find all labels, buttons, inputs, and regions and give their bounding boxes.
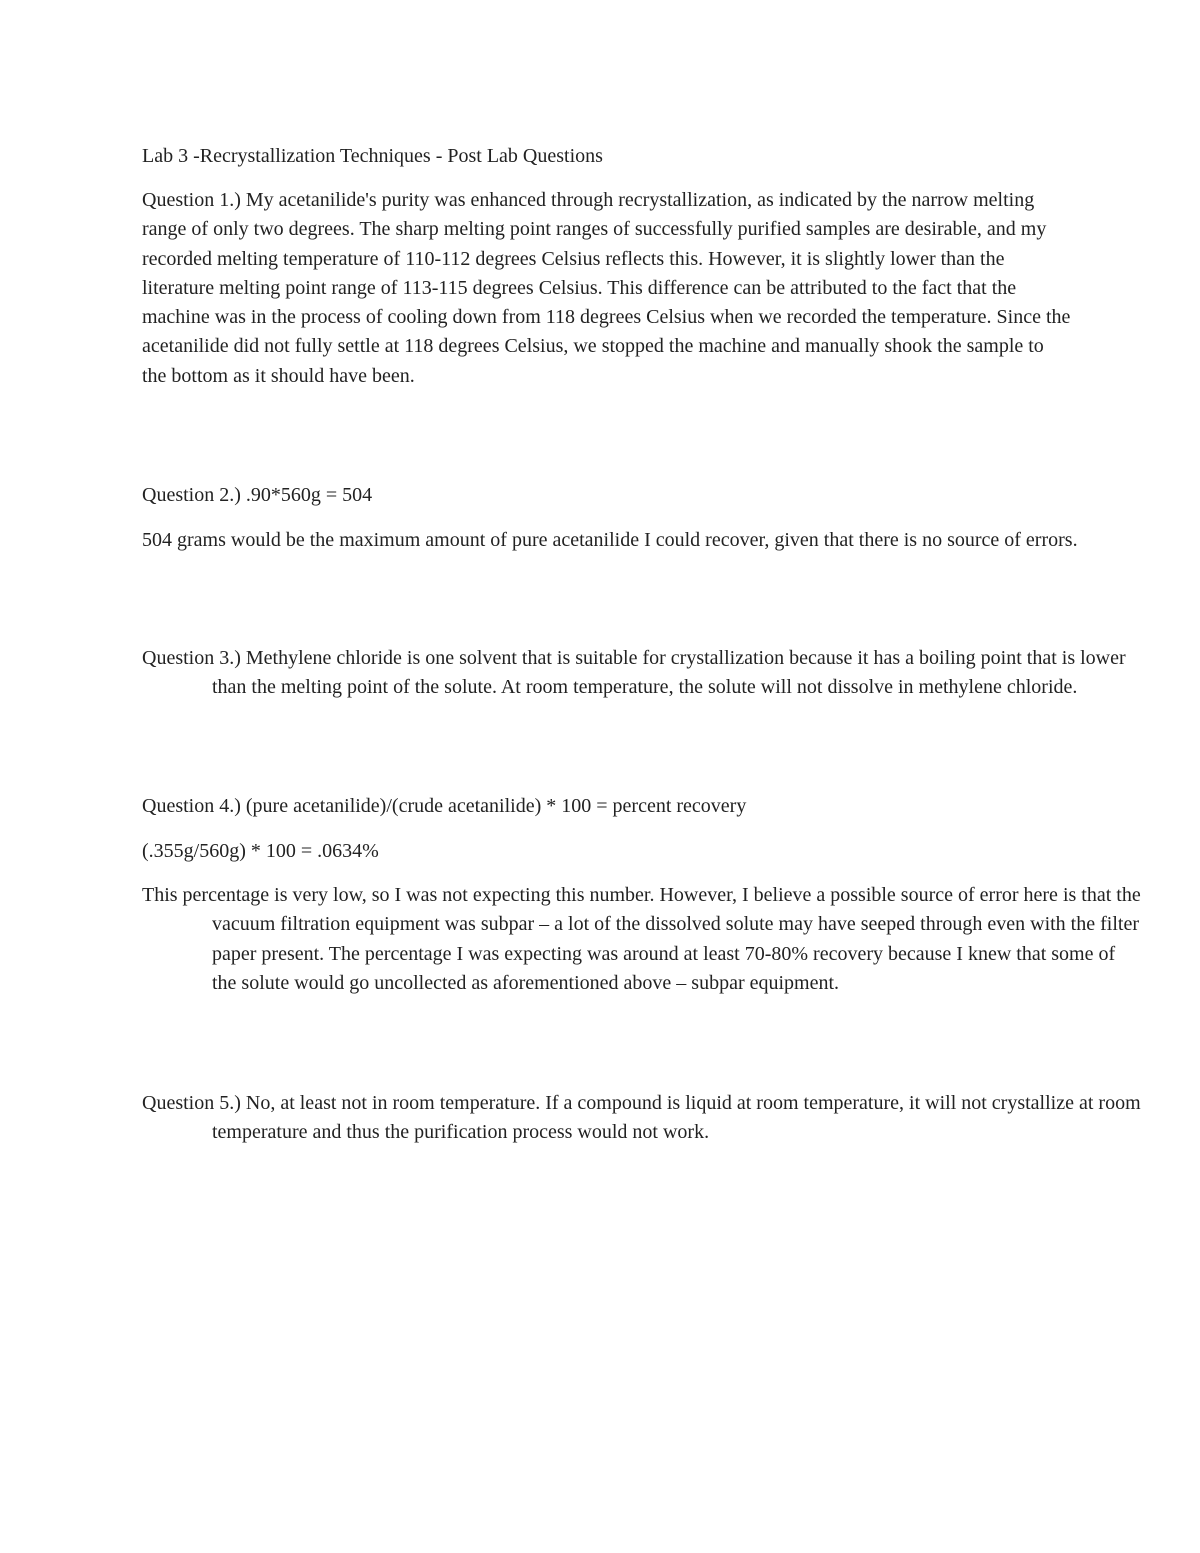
question-3-paragraph: Question 3.) Methylene chloride is one solvent that is suitable for crystallization because it has a boiling point that is lower than the melting point of the solute. At room temperature, the solute will not dissolve in methylene chloride. [142,647,1126,699]
question-1-paragraph: Question 1.) My acetanilide's purity was enhanced through recrystallization, as indicated by the narrow melting range of only two degrees. The sharp melting point ranges of successfully purified samples are desirable, and my recorded melting temperature of 110-112 degrees Celsius reflects this. However, it is slightly lower than the literature melting point range of 113-115 degrees Celsius. This difference can be attributed to the fact that the machine was in the process of cooling down from 118 degrees Celsius when we recorded the temperature. Since the acetanilide did not fully settle at 118 degrees Celsius, we stopped the machine and manually shook the sample to the bottom as it should have been. [142,189,1071,387]
question-5-paragraph: Question 5.) No, at least not in room temperature. If a compound is liquid at room temperature, it will not crystallize at room temperature and thus the purification process would not work. [142,1092,1141,1144]
document-title: Lab 3 -Recrystallization Techniques - Post Lab Questions [142,145,603,167]
question-2-paragraph: Question 2.) .90*560g = 504 [142,484,373,506]
question-2-answer: 504 grams would be the maximum amount of pure acetanilide I could recover, given that there is no source of errors. [142,529,1078,551]
question-4-paragraph: Question 4.) (pure acetanilide)/(crude acetanilide) * 100 = percent recovery [142,795,747,817]
question-4-answer: This percentage is very low, so I was not expecting this number. However, I believe a possible source of error here is that the vacuum filtration equipment was subpar – a lot of the dissolved solute may have seeped through even with the filter paper present. The percentage I was expecting was around at least 70-80% recovery because I knew that some of the solute would go uncollected as aforementioned above – subpar equipment. [142,884,1141,994]
question-4-calculation: (.355g/560g) * 100 = .0634% [142,840,379,862]
